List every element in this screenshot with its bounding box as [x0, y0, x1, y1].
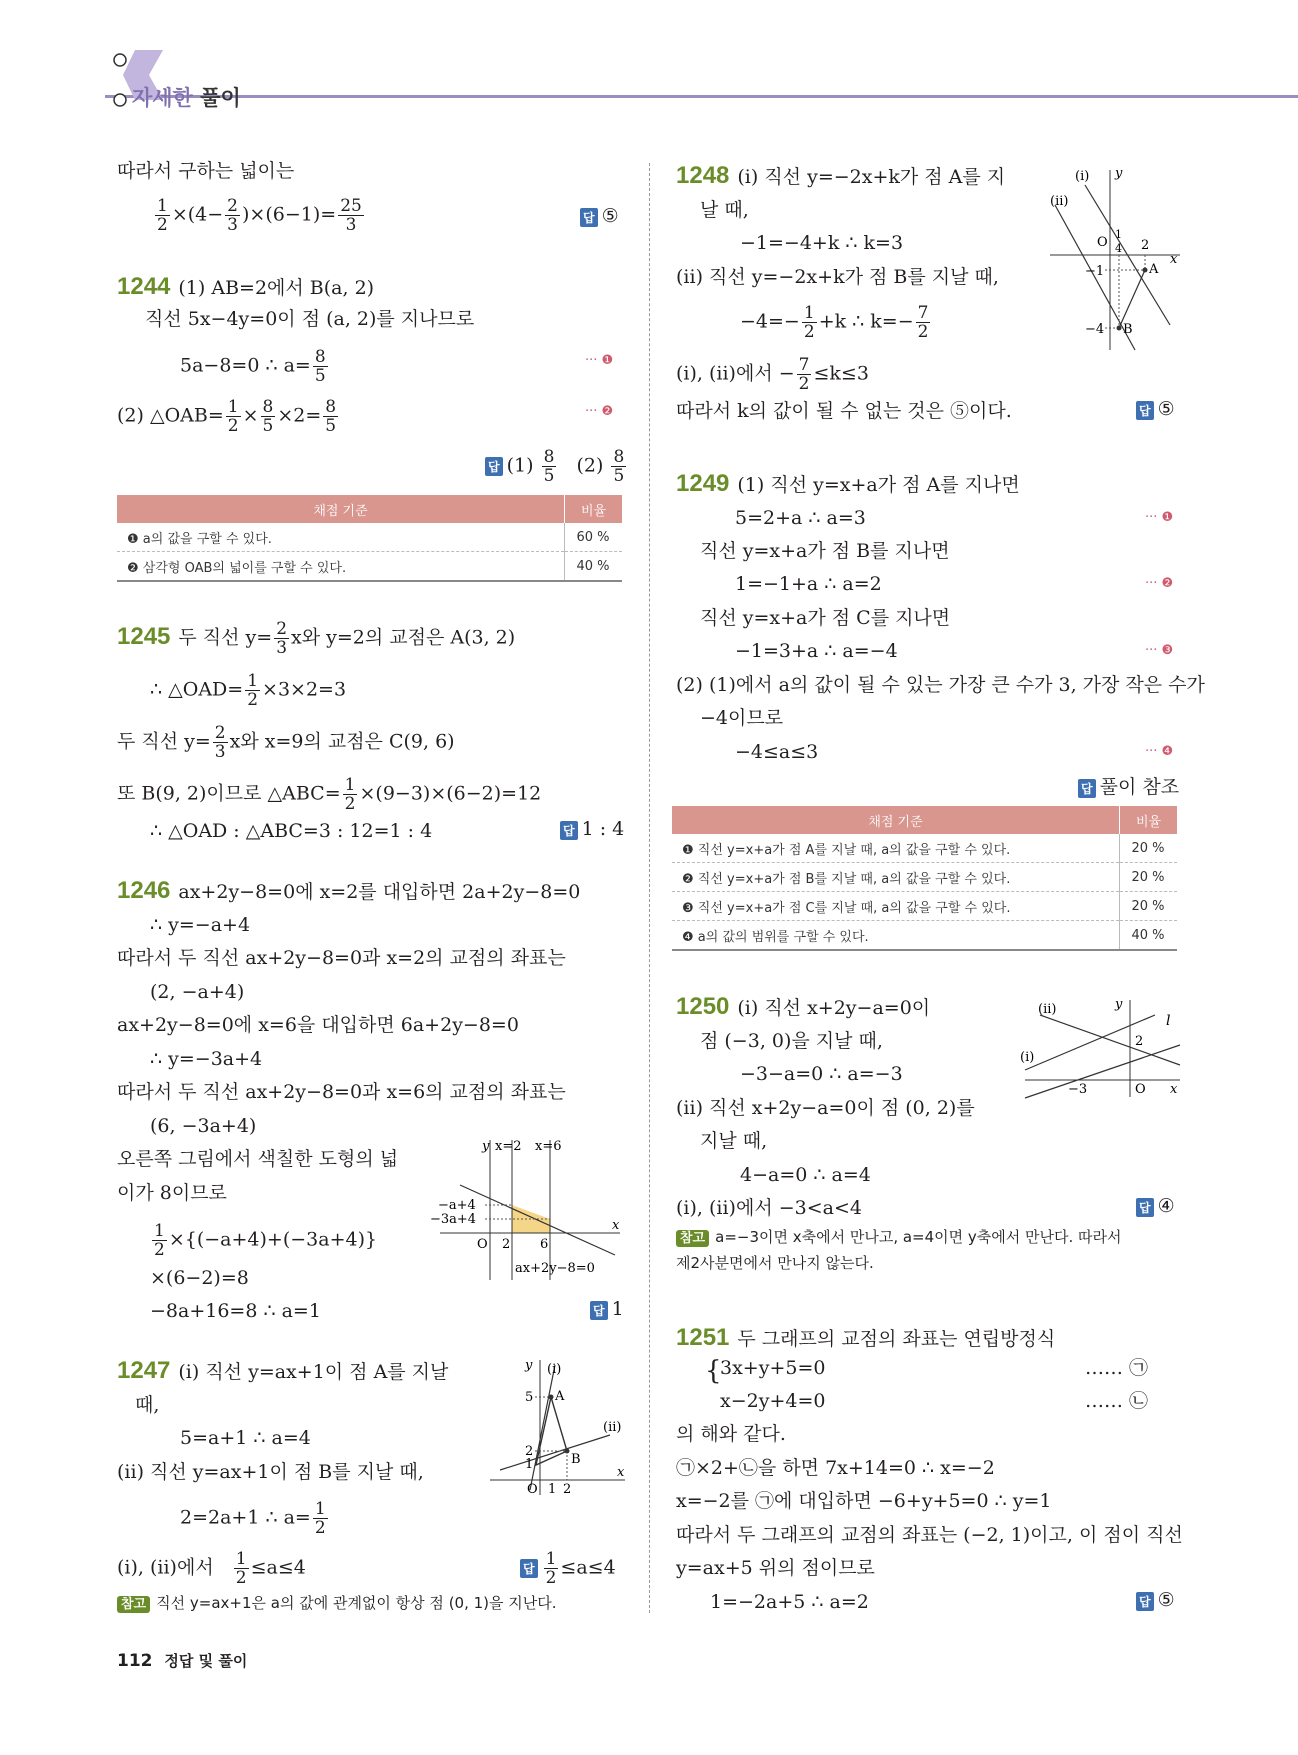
segment-ab: [1119, 270, 1145, 328]
problem-number-1250: 1250: [676, 993, 730, 1020]
problem-1246-line4: (2, −a+4): [150, 981, 245, 1003]
page-number: 112: [117, 1651, 153, 1671]
problem-1244-line3: 5a−8=0 ∴ a= $\frac{8}{5}$: [180, 347, 326, 386]
figure-1246: [430, 1140, 625, 1290]
problem-1251-eq1-mark: …… ㉠: [1085, 1357, 1149, 1379]
grading-row-text: ❹ a의 값의 범위를 구할 수 있다.: [672, 921, 1120, 951]
grading-row-ratio: 20 %: [1120, 834, 1178, 863]
problem-1244-line4: (2) △OAB= $\frac{1}{2}$ × $\frac{8}{5}$ ×2= $\frac{8}{5}$: [117, 397, 337, 436]
fig-tick-2: 2: [502, 1237, 511, 1252]
fig-point-a-label: A: [1149, 262, 1159, 277]
fig-point-b-label: B: [571, 1452, 581, 1467]
problem-1251-eq2-mark: …… ㉡: [1085, 1390, 1149, 1412]
grading-header-ratio: 비율: [1120, 806, 1178, 834]
problem-1249-line1: 1249 (1) 직선 y=x+a가 점 A를 지나면: [676, 470, 1020, 497]
problem-1248-line7: 따라서 k의 값이 될 수 없는 것은 ⑤이다.: [676, 400, 1012, 422]
fig-x-label: x: [612, 1218, 620, 1233]
grading-row-ratio: 40 %: [1120, 921, 1178, 951]
problem-number-1247: 1247: [117, 1357, 171, 1384]
problem-1251-line1: 1251 두 그래프의 교점의 좌표는 연립방정식: [676, 1324, 1056, 1351]
problem-1244-answer: 답 (1) $\frac{8}{5}$ (2) $\frac{8}{5}$: [485, 448, 628, 485]
line-ii: [500, 1435, 610, 1470]
fig-x-tick-1: 1: [548, 1482, 557, 1495]
problem-number-1249: 1249: [676, 470, 730, 497]
problem-1251-line9: 1=−2a+5 ∴ a=2: [710, 1591, 869, 1613]
problem-1249-line6: −1=3+a ∴ a=−4: [735, 640, 898, 662]
problem-1248-line2: 날 때,: [700, 199, 749, 221]
fig-ii-label: (ii): [1038, 1002, 1057, 1017]
fig-quarter-den: 4: [1115, 242, 1122, 255]
fig-tick-2: 2: [1141, 238, 1150, 253]
fig-y-label: y: [482, 1140, 490, 1154]
problem-1246-line7: 따라서 두 직선 ax+2y−8=0과 x=6의 교점의 좌표는: [117, 1081, 566, 1103]
fig-y-label: y: [1115, 166, 1123, 181]
fig-tick-2: 2: [1135, 1034, 1144, 1049]
figure-1247: [485, 1355, 630, 1495]
problem-1251-eq1: 3x+y+5=0: [720, 1357, 826, 1379]
line-i: [530, 1365, 555, 1490]
fig-quarter-num: 1: [1115, 228, 1122, 241]
problem-1247-line4: (ii) 직선 y=ax+1이 점 B를 지날 때,: [117, 1461, 424, 1483]
problem-1246-line5: ax+2y−8=0에 x=6을 대입하면 6a+2y−8=0: [117, 1014, 519, 1036]
problem-1249-line3: 직선 y=x+a가 점 B를 지나면: [700, 540, 950, 562]
problem-1249-line5: 직선 y=x+a가 점 C를 지나면: [700, 607, 951, 629]
fig-x-label: x: [1170, 1082, 1178, 1097]
point-a: [1143, 268, 1148, 273]
fig-tick-m4: −4: [1085, 322, 1105, 337]
problem-1248-line5: −4=− $\frac{1}{2}$ +k ∴ k=− $\frac{7}{2}$: [740, 303, 929, 342]
fig-i-label: (i): [547, 1362, 562, 1377]
problem-1250-answer: 답 ④: [1136, 1195, 1175, 1217]
problem-1246-line8: (6, −3a+4): [150, 1115, 257, 1137]
column-divider: [649, 163, 650, 1613]
line-i: [1025, 1045, 1180, 1098]
problem-1245-line3: 두 직선 y= $\frac{2}{3}$ x와 x=9의 교점은 C(9, 6): [117, 723, 455, 762]
line-ii: [1040, 1015, 1180, 1065]
problem-1246-line6: ∴ y=−3a+4: [150, 1048, 263, 1070]
problem-1247-line3: 5=a+1 ∴ a=4: [180, 1427, 311, 1449]
grading-row-ratio: 20 %: [1120, 863, 1178, 892]
intro-answer: 답 ⑤: [580, 205, 619, 227]
fig-x-label: x: [617, 1465, 625, 1480]
step-marker-3: ··· ❸: [1145, 643, 1174, 658]
problem-1245-line1: 1245 두 직선 y= $\frac{2}{3}$ x와 y=2의 교점은 A(3, 2): [117, 619, 516, 658]
grading-table-1249: [672, 806, 1177, 951]
fig-tick-2: 2: [525, 1444, 534, 1459]
grading-row-ratio: 40 %: [565, 552, 623, 582]
problem-1250-line1: 1250 (i) 직선 x+2y−a=0이: [676, 993, 931, 1020]
grading-table-1244: [117, 495, 622, 582]
fig-x-tick-2: 2: [563, 1482, 572, 1495]
point-a: [549, 1395, 554, 1400]
grading-header-ratio: 비율: [565, 495, 623, 523]
problem-1245-line5: ∴ △OAD : △ABC=3 : 12=1 : 4: [150, 820, 433, 842]
problem-1249-line8: −4이므로: [700, 707, 784, 729]
problem-1250-line5: 지날 때,: [700, 1130, 768, 1152]
grading-row-ratio: 60 %: [565, 523, 623, 552]
problem-1251-line6: x=−2를 ㉠에 대입하면 −6+y+5=0 ∴ y=1: [676, 1490, 1052, 1512]
fig-ii-label: (ii): [603, 1420, 622, 1435]
fig-x2-label: x=2: [495, 1140, 522, 1154]
problem-1247-line1: 1247 (i) 직선 y=ax+1이 점 A를 지날: [117, 1357, 449, 1384]
problem-1246-line2: ∴ y=−a+4: [150, 914, 251, 936]
problem-1244-line1: 1244 (1) AB=2에서 B(a, 2): [117, 273, 375, 300]
problem-1251-line8: y=ax+5 위의 점이므로: [676, 1557, 875, 1579]
fig-point-b-label: B: [1123, 322, 1133, 337]
problem-1248-answer: 답 ⑤: [1136, 398, 1175, 420]
figure-1250: [1020, 995, 1185, 1100]
problem-1248-line1: 1248 (i) 직선 y=−2x+k가 점 A를 지: [676, 162, 1006, 189]
problem-1247-line5: 2=2a+1 ∴ a= $\frac{1}{2}$: [180, 1499, 326, 1538]
problem-1247-line6: (i), (ii)에서 $\frac{1}{2}$ ≤a≤4: [117, 1549, 306, 1588]
problem-1248-line6: (i), (ii)에서 − $\frac{7}{2}$ ≤k≤3: [676, 355, 869, 394]
problem-1249-line2: 5=2+a ∴ a=3: [735, 507, 866, 529]
problem-1250-line3: −3−a=0 ∴ a=−3: [740, 1063, 903, 1085]
step-marker-1: ··· ❶: [585, 353, 614, 368]
header-label-2: 풀이: [200, 86, 241, 110]
problem-number-1246: 1246: [117, 877, 171, 904]
grading-row-text: ❶ a의 값을 구할 수 있다.: [117, 523, 565, 552]
header-label-1: 자세한: [132, 86, 193, 110]
problem-number-1245: 1245: [117, 622, 171, 650]
problem-1244-line2: 직선 5x−4y=0이 점 (a, 2)를 지나므로: [145, 308, 475, 330]
footer: [117, 1650, 247, 1671]
fig-point-a-label: A: [555, 1389, 565, 1404]
problem-1249-answer: 답 풀이 참조: [1078, 772, 1179, 799]
problem-1251-eq2: x−2y+4=0: [720, 1390, 826, 1412]
problem-1251-line7: 따라서 두 그래프의 교점의 좌표는 (−2, 1)이고, 이 점이 직선: [676, 1524, 1183, 1546]
grading-row-text: ❸ 직선 y=x+a가 점 C를 지날 때, a의 값을 구할 수 있다.: [672, 892, 1120, 921]
triangle: [536, 1397, 567, 1465]
fig-origin-label: O: [1135, 1082, 1146, 1097]
intro-formula: $\frac{1}{2}$ ×(4− $\frac{2}{3}$ )×(6−1)= $\frac{25}{3}$: [157, 196, 362, 235]
problem-1245-line4: 또 B(9, 2)이므로 △ABC= $\frac{1}{2}$ ×(9−3)×(6−2)=12: [117, 775, 542, 814]
problem-1250-note2: 제2사분면에서 만나지 않는다.: [676, 1254, 874, 1272]
footer-title: 정답 및 풀이: [164, 1652, 248, 1670]
problem-1251-line5: ㉠×2+㉡을 하면 7x+14=0 ∴ x=−2: [676, 1457, 995, 1479]
problem-1246-answer: 답 1: [590, 1298, 624, 1320]
step-marker-2: ··· ❷: [585, 404, 614, 419]
fig-tick-6: 6: [540, 1237, 549, 1252]
header-title: [132, 82, 241, 112]
problem-number-1248: 1248: [676, 162, 730, 189]
problem-1248-line3: −1=−4+k ∴ k=3: [740, 232, 904, 254]
problem-1246-sum: $\frac{1}{2}$ ×{(−a+4)+(−3a+4)}: [154, 1221, 378, 1260]
fig-tick-m1: −1: [1085, 264, 1105, 279]
fig-label-a4: −a+4: [438, 1198, 476, 1213]
fig-origin-label: O: [1097, 235, 1108, 250]
grading-header-criteria: 채점 기준: [117, 495, 565, 523]
intro-text: 따라서 구하는 넓이는: [117, 160, 295, 182]
problem-1245-answer: 답 1 : 4: [560, 818, 624, 840]
fig-i-label: (i): [1075, 169, 1090, 184]
problem-1249-line7: (2) (1)에서 a의 값이 될 수 있는 가장 큰 수가 3, 가장 작은 수가: [676, 674, 1205, 696]
fig-y-label: y: [1115, 997, 1123, 1012]
problem-number-1244: 1244: [117, 273, 171, 300]
step-marker-4: ··· ❹: [1145, 744, 1174, 759]
problem-1247-answer: 답 $\frac{1}{2}$ ≤a≤4: [520, 1550, 616, 1587]
fig-y-label: y: [525, 1358, 533, 1373]
problem-1246-line9: 오른쪽 그림에서 색칠한 도형의 넓: [117, 1148, 399, 1170]
problem-1246-last: −8a+16=8 ∴ a=1: [150, 1300, 321, 1322]
grading-row-text: ❶ 직선 y=x+a가 점 A를 지날 때, a의 값을 구할 수 있다.: [672, 834, 1120, 863]
problem-1245-line2: ∴ △OAD= $\frac{1}{2}$ ×3×2=3: [150, 671, 347, 710]
problem-number-1251: 1251: [676, 1324, 730, 1351]
fig-x-label: x: [1170, 252, 1178, 267]
problem-1249-line9: −4≤a≤3: [735, 741, 819, 763]
grading-row-text: ❷ 삼각형 OAB의 넓이를 구할 수 있다.: [117, 552, 565, 582]
fig-l-label: l: [1166, 1013, 1171, 1029]
fig-tick-5: 5: [525, 1390, 534, 1405]
step-marker-2: ··· ❷: [1145, 576, 1174, 591]
fig-origin-label: O: [477, 1237, 488, 1252]
problem-1251-answer: 답 ⑤: [1136, 1589, 1175, 1611]
problem-1246-mult: ×(6−2)=8: [150, 1267, 249, 1289]
problem-1246-line10: 이가 8이므로: [117, 1182, 227, 1204]
problem-1249-line4: 1=−1+a ∴ a=2: [735, 573, 882, 595]
fig-origin-label: O: [527, 1482, 538, 1495]
fig-ii-label: (ii): [1050, 194, 1069, 209]
problem-1246-line3: 따라서 두 직선 ax+2y−8=0과 x=2의 교점의 좌표는: [117, 947, 566, 969]
grading-row-text: ❷ 직선 y=x+a가 점 B를 지날 때, a의 값을 구할 수 있다.: [672, 863, 1120, 892]
system-brace: {: [705, 1356, 722, 1386]
point-b: [565, 1449, 570, 1454]
header-decoration: [105, 45, 1298, 115]
problem-1247-line2: 때,: [135, 1394, 160, 1416]
fig-i-label: (i): [1020, 1050, 1035, 1065]
fig-tick-m3: −3: [1068, 1082, 1088, 1097]
problem-1250-line2: 점 (−3, 0)을 지날 때,: [700, 1030, 883, 1052]
problem-1250-line4: (ii) 직선 x+2y−a=0이 점 (0, 2)를: [676, 1097, 975, 1119]
problem-1246-line1: 1246 ax+2y−8=0에 x=2를 대입하면 2a+2y−8=0: [117, 877, 581, 904]
grading-row-ratio: 20 %: [1120, 892, 1178, 921]
problem-1251-line4: 의 해와 같다.: [676, 1423, 786, 1445]
fig-equation-label: ax+2y−8=0: [515, 1261, 595, 1276]
problem-1250-note1: 참고 a=−3이면 x축에서 만나고, a=4이면 y축에서 만난다. 따라서: [676, 1226, 1122, 1247]
problem-1250-line7: (i), (ii)에서 −3<a<4: [676, 1197, 862, 1219]
problem-1250-line6: 4−a=0 ∴ a=4: [740, 1164, 871, 1186]
problem-1247-note: 참고 직선 y=ax+1은 a의 값에 관계없이 항상 점 (0, 1)을 지난다.: [117, 1592, 557, 1613]
figure-1248: [1045, 165, 1185, 355]
grading-header-criteria: 채점 기준: [672, 806, 1120, 834]
step-marker-1: ··· ❶: [1145, 510, 1174, 525]
fig-label-3a4: −3a+4: [430, 1212, 477, 1227]
fig-x6-label: x=6: [535, 1140, 562, 1154]
problem-1248-line4: (ii) 직선 y=−2x+k가 점 B를 지날 때,: [676, 266, 999, 288]
fig-tick-1: 1: [525, 1457, 534, 1472]
point-b: [1117, 326, 1122, 331]
